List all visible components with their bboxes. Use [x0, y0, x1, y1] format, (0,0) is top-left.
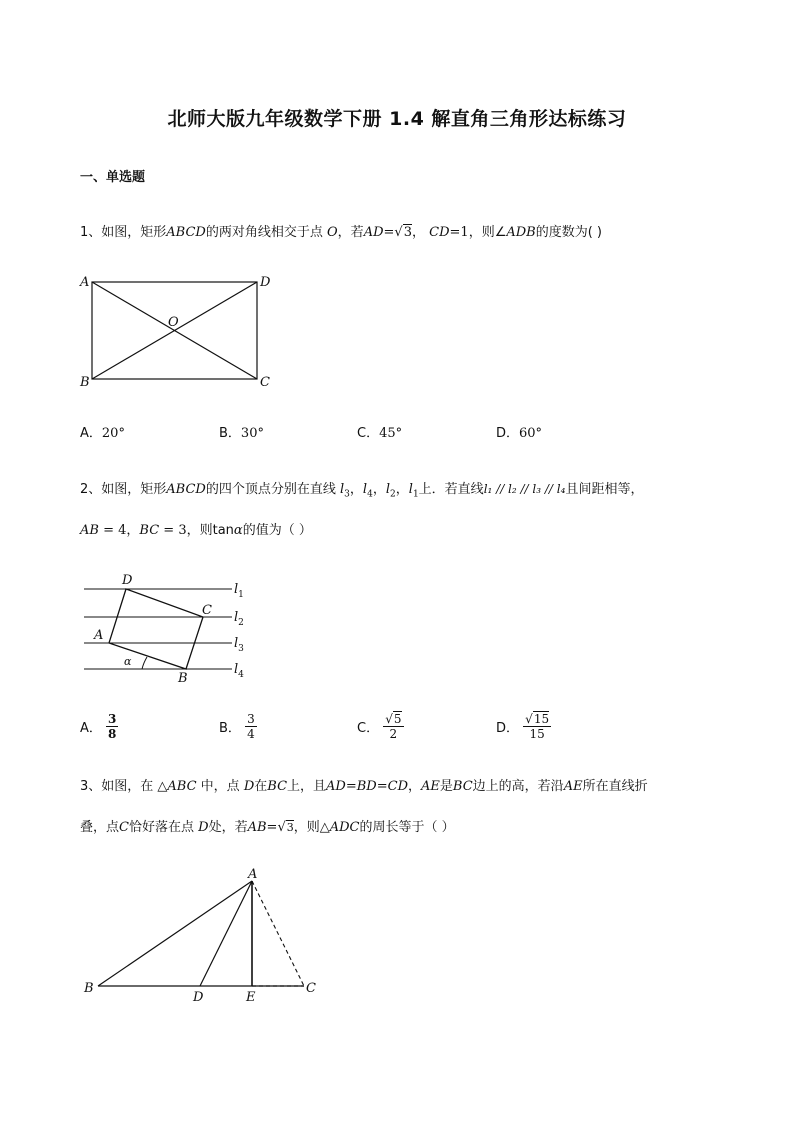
question-3-text-line1: 3、如图，在 △ABC 中，点 D在BC上，且AD=BD=CD，AE是BC边上的高，若沿AE所在直线折 — [80, 779, 648, 794]
question-1-figure — [76, 270, 276, 392]
line-l3-label: $l_3$ — [234, 636, 244, 654]
q2-option-d: D． $\frac{√15}{15}$ — [496, 712, 550, 741]
vertex-d-label: D — [260, 275, 271, 290]
vertex-a-label: A — [94, 628, 104, 643]
q2-option-c: C． $\frac{√5}{2}$ — [357, 712, 402, 741]
angle-alpha-label: α — [124, 655, 132, 668]
q2-option-a: A． $\frac{3}{8}$ — [80, 712, 117, 741]
question-2-figure — [78, 570, 258, 688]
question-2-text-line1: 2、如图，矩形ABCD的四个顶点分别在直线 $l_3$，$l_4$，$l_2$，$l_1$上．若直线l₁ // l₂ // l₃ // l₄且间距相等， — [80, 482, 644, 500]
point-o-label: O — [168, 315, 179, 330]
q2-option-b: B． $\frac{3}{4}$ — [219, 712, 255, 741]
line-l2-label: $l_2$ — [234, 610, 244, 628]
q1-option-a: A．20° — [80, 426, 125, 441]
line-l4-label: $l_4$ — [234, 662, 244, 680]
vertex-c-label: C — [306, 981, 316, 996]
page-title: 北师大版九年级数学下册 1.4 解直角三角形达标练习 — [167, 108, 627, 130]
point-e-label: E — [246, 990, 256, 1005]
question-3-figure — [80, 863, 325, 1011]
segment-ac — [252, 881, 304, 986]
vertex-b-label: B — [178, 671, 188, 686]
question-1-text: 1、如图，矩形ABCD的两对角线相交于点 O，若AD=√3， CD=1，则∠ADB的度数为( ) — [80, 225, 602, 240]
vertex-b-label: B — [80, 375, 90, 390]
vertex-c-label: C — [260, 375, 270, 390]
segment-ad — [200, 881, 252, 986]
vertex-a-label: A — [248, 867, 258, 882]
question-2-text-line2: AB = 4，BC = 3，则tanα的值为（ ） — [80, 523, 312, 538]
line-l1-label: $l_1$ — [234, 582, 244, 600]
question-3-text-line2: 叠，点C恰好落在点 D处，若AB=√3，则△ADC的周长等于（ ） — [80, 820, 455, 835]
q1-option-d: D．60° — [496, 426, 543, 441]
vertex-a-label: A — [80, 275, 90, 290]
vertex-b-label: B — [84, 981, 94, 996]
q1-option-b: B．30° — [219, 426, 264, 441]
vertex-d-label: D — [122, 573, 133, 588]
segment-ab — [98, 881, 252, 986]
section-heading: 一、单选题 — [80, 170, 146, 185]
vertex-c-label: C — [202, 603, 212, 618]
q1-option-c: C．45° — [357, 426, 403, 441]
point-d-label: D — [193, 990, 204, 1005]
